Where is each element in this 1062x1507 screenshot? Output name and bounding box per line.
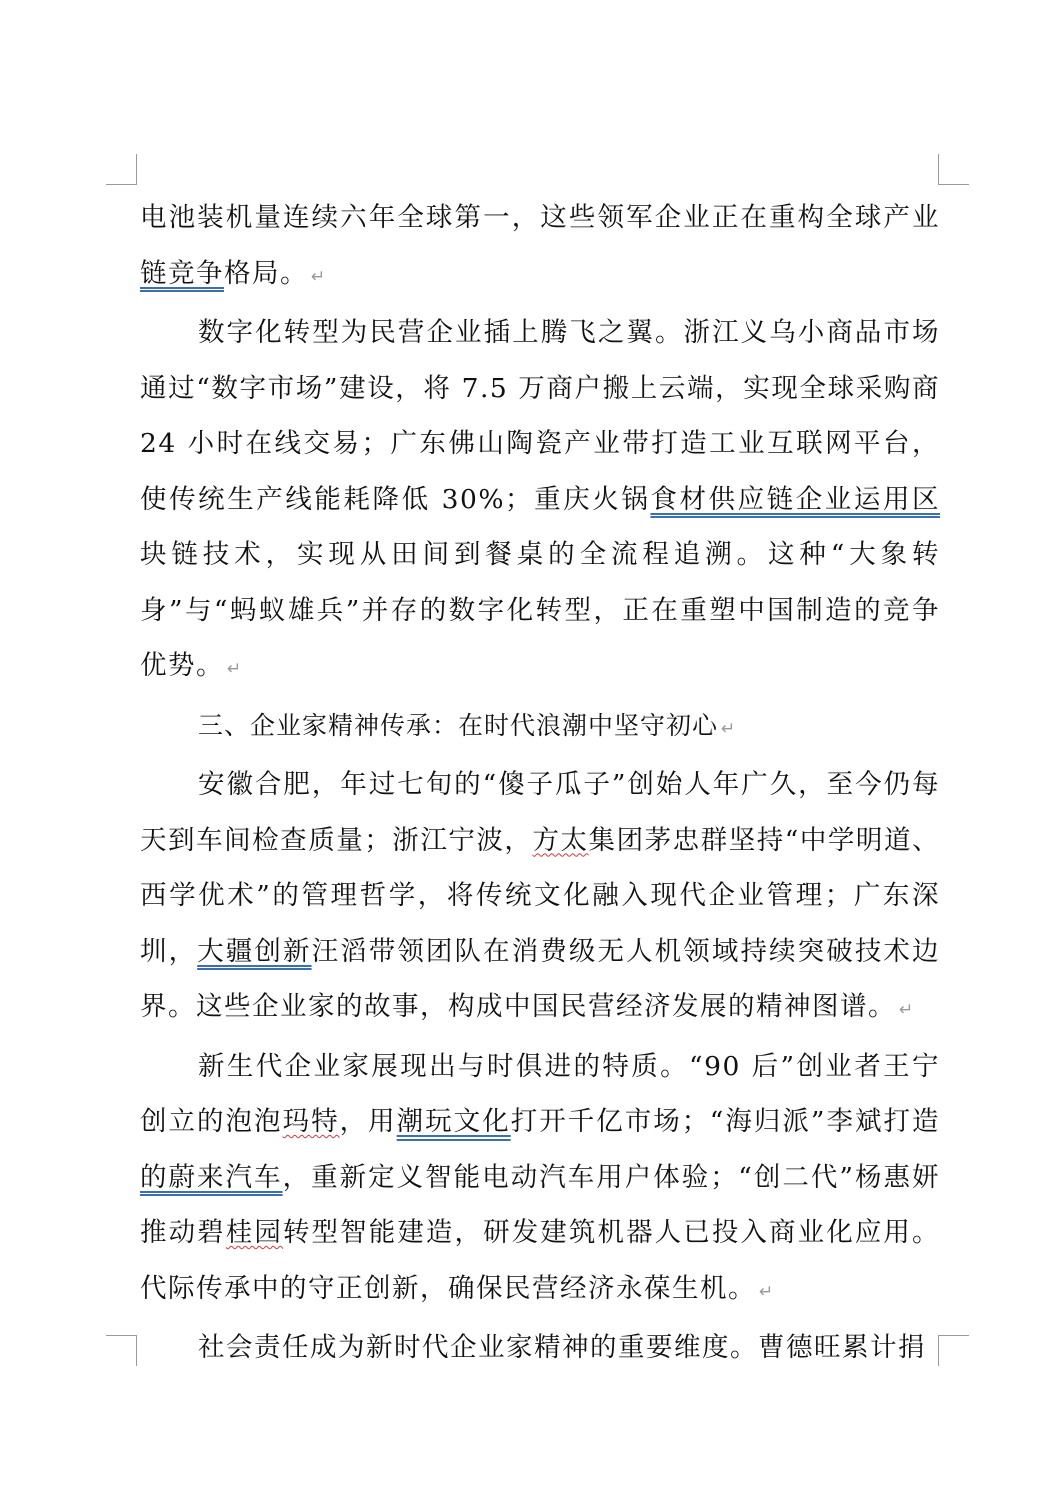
paragraph-mark-icon: ↵ (227, 659, 242, 679)
text-run: 新生代企业家展现出与时俱进的特质。“90 后”创业者王宁创立的泡泡 (140, 1050, 940, 1137)
text-run: 电池装机量连续六年全球第一，这些领军企业正在重构全球产业 (140, 202, 940, 233)
paragraph-mark-icon: ↵ (759, 1281, 774, 1302)
spelling-underline: 方太 (532, 824, 589, 856)
text-run: 格局。 (224, 257, 308, 289)
text-run: 数字化转型为民营企业插上腾飞之翼。浙江义乌小商品市场通过“数字市场”建设，将 7.5 万商户搬上云端，实现全球采购商 24 小时在线交易；广东佛山陶瓷产业带打造工业互联网平台，使传统生产线能耗降低 30%；重庆火锅 (140, 317, 940, 515)
grammar-underline: 食材供应链企业运用区 (650, 483, 941, 515)
text-run: 打开千亿市场；“海归派”李斌打造 (510, 1106, 941, 1137)
paragraph (140, 1039, 940, 1321)
paragraph-mark-icon: ↵ (899, 1000, 914, 1020)
text-run: 转型智能建造，研发建筑机器人已投入商业化应用。代际传承中的守正创新，确保民营经济永葆生机。 (140, 1217, 941, 1304)
crop-mark-top-right (938, 154, 969, 185)
crop-mark-bottom-right (938, 1335, 969, 1366)
paragraph (140, 757, 940, 1039)
text-run: 汪滔带领团队在消费级无人机领域持续突破技术边界。这些企业家的故事，构成中国民营经济发展的精神图谱。 (140, 935, 941, 1022)
grammar-underline: 大疆创新 (197, 935, 312, 967)
section-heading (140, 698, 940, 758)
text-run: 块链技术，实现从田间到餐桌的全流程追溯。这种“大象转身”与“蚂蚁雄兵”并存的数字化转型，正在重塑中国制造的竞争优势。 (140, 539, 940, 681)
grammar-underline: 的蔚来汽车 (140, 1161, 283, 1193)
paragraph-mark-icon: ↵ (721, 718, 736, 739)
grammar-underline: 链竞争 (140, 257, 224, 289)
text-run: ，重新定义智能电动汽车用户体验；“创二代”杨惠妍推动碧 (140, 1161, 940, 1248)
text-run: 安徽合肥，年过七旬的“傻子瓜子”创始人年广久，至今仍每天到车间检查质量；浙江宁波， (140, 769, 940, 856)
crop-mark-top-left (106, 154, 137, 185)
paragraph-mark-icon: ↵ (311, 266, 326, 287)
crop-mark-bottom-left (106, 1335, 137, 1366)
text-run: 集团茅忠群坚持“中学明道、西学优术”的管理哲学，将传统文化融入现代企业管理；广东深圳， (140, 824, 940, 967)
spelling-underline: 桂园 (225, 1217, 283, 1248)
paragraph (140, 305, 940, 698)
text-run: 三、企业家精神传承：在时代浪潮中坚守初心 (198, 710, 719, 740)
text-run: ，用 (339, 1106, 397, 1137)
document-body[interactable] (140, 190, 940, 1376)
paragraph (140, 190, 940, 305)
paragraph (140, 1320, 940, 1376)
grammar-underline: 潮玩文化 (396, 1106, 511, 1137)
spelling-underline: 玛特 (282, 1106, 340, 1137)
text-run: 社会责任成为新时代企业家精神的重要维度。曹德旺累计捐 (198, 1332, 926, 1363)
